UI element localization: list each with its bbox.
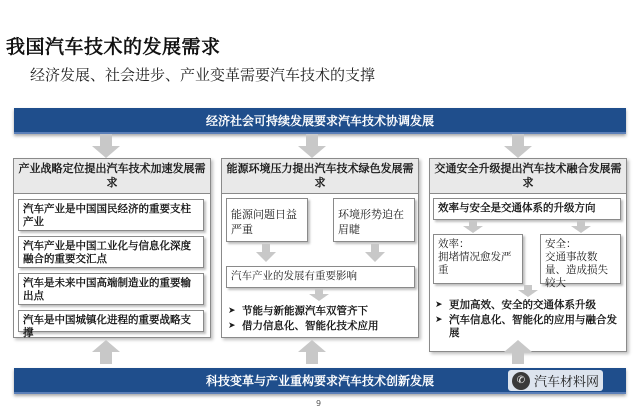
column-energy-header [221, 158, 419, 194]
page-number: 9 [316, 399, 322, 408]
up-arrow-3 [504, 340, 532, 364]
down-arrow-3 [504, 134, 532, 158]
traffic-arrow-right [571, 221, 591, 233]
energy-bullet-1 [228, 305, 414, 318]
traffic-bullet-1 [435, 299, 621, 312]
energy-arrows [221, 242, 419, 266]
energy-center-arrow [221, 288, 419, 302]
traffic-bullets [435, 299, 621, 340]
efficiency-title: 效率： [438, 238, 470, 250]
up-arrow-2 [298, 340, 326, 364]
traffic-center-arrow-shape [518, 285, 538, 297]
energy-bullet-2-text: 借力信息化、智能化技术应用 [242, 320, 379, 332]
energy-arrow-left [256, 244, 276, 262]
wechat-icon: ✆ [512, 372, 530, 390]
energy-arrow-right [365, 244, 385, 262]
environment-text: 环境形势迫在眉睫 [338, 208, 404, 236]
column-traffic-header [429, 158, 627, 194]
traffic-bullet-2 [435, 314, 621, 340]
down-arrow-1 [92, 134, 120, 158]
industry-item-1 [18, 199, 204, 231]
traffic-bullet-1-text: 更加高效、安全的交通体系升级 [449, 299, 596, 311]
bullet-arrow-icon: ➤ [228, 306, 236, 316]
energy-bullets [228, 305, 414, 333]
bottom-banner-text: 科技变革与产业重构要求汽车技术创新发展 [205, 373, 434, 388]
safety-text: 交通事故数量、造成损失较大 [545, 251, 608, 289]
safety-title: 安全： [545, 238, 577, 250]
page-title: 我国汽车技术的发展需求 [6, 36, 221, 58]
efficiency-box [433, 234, 523, 284]
energy-bullet-1-text: 节能与新能源汽车双管齐下 [242, 305, 368, 317]
energy-impact-text: 汽车产业的发展有重要影响 [231, 270, 357, 282]
traffic-bullet-2-text: 汽车信息化、智能化的应用与融合发展 [449, 314, 617, 339]
energy-center-arrow-shape [309, 289, 329, 301]
bottom-arrows [0, 340, 640, 366]
energy-bullet-2 [228, 320, 414, 333]
column-industry-header [13, 158, 211, 194]
traffic-direction-box [433, 198, 621, 220]
industry-item-2-text: 汽车产业是中国工业化与信息化深度融合的重要交汇点 [23, 240, 191, 265]
energy-impact-box [226, 266, 415, 288]
industry-item-3 [18, 273, 204, 305]
energy-issue-text: 能源问题日益严重 [231, 208, 297, 236]
energy-issue-box [226, 198, 308, 242]
up-arrow-1 [92, 340, 120, 364]
environment-box [333, 198, 415, 242]
bullet-arrow-icon: ➤ [228, 321, 236, 331]
industry-item-2 [18, 236, 204, 268]
watermark-text: 汽车材料网 [534, 375, 600, 390]
traffic-arrows [429, 220, 627, 234]
efficiency-text: 拥堵情况愈发严重 [438, 251, 512, 276]
industry-item-1-text: 汽车产业是中国国民经济的重要支柱产业 [23, 203, 191, 228]
watermark [508, 370, 603, 391]
top-arrows [0, 134, 640, 160]
industry-item-4 [18, 310, 204, 339]
top-banner [14, 108, 626, 134]
down-arrow-2 [298, 134, 326, 158]
industry-item-3-text: 汽车是未来中国高端制造业的重要输出点 [23, 277, 191, 302]
traffic-arrow-left [463, 221, 483, 233]
bullet-arrow-icon: ➤ [435, 300, 443, 310]
page-subtitle: 经济发展、社会进步、产业变革需要汽车技术的支撑 [30, 66, 376, 84]
column-energy-header-text: 能源环境压力提出汽车技术绿色发展需求 [226, 162, 414, 189]
top-banner-text: 经济社会可持续发展要求汽车技术协调发展 [205, 113, 434, 128]
traffic-center-arrow [429, 284, 627, 298]
bullet-arrow-icon: ➤ [435, 315, 443, 325]
safety-box [540, 234, 621, 289]
column-industry-header-text: 产业战略定位提出汽车技术加速发展需求 [18, 162, 206, 189]
traffic-direction-text: 效率与安全是交通体系的升级方向 [438, 202, 596, 214]
column-traffic-header-text: 交通安全升级提出汽车技术融合发展需求 [434, 162, 622, 189]
industry-item-4-text: 汽车是中国城镇化进程的重要战略支撑 [23, 314, 191, 339]
